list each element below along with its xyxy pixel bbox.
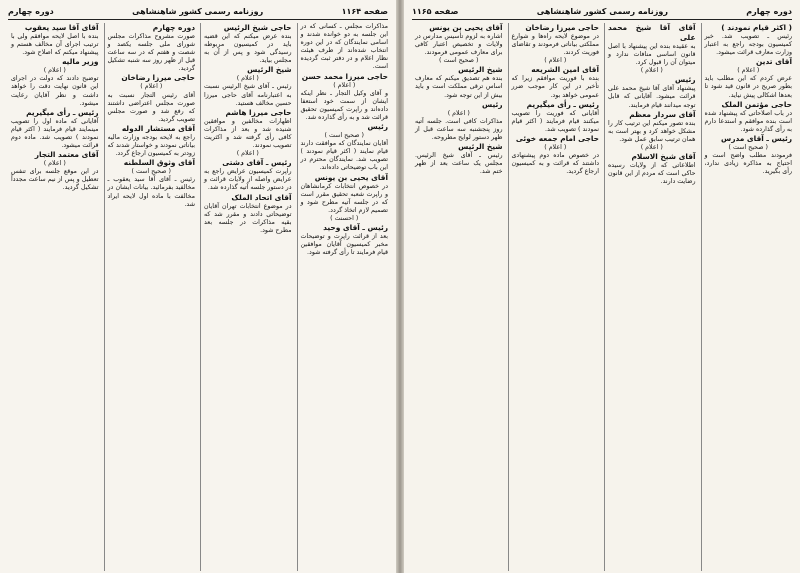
paragraph: توضیح دادند که دولت در اجرای این قانون نهایت دقت را خواهد داشت و نظر آقایان رعایت میشود. <box>11 75 99 107</box>
paragraph: اظهارات مخالفین و موافقین شنیده شد و بعد از مذاکرات کافی رأی گرفته شد و اکثریت تصویب نمودند. <box>204 117 292 150</box>
paragraph: عرض کردم که این مطلب باید بطور صریح در قانون قید شود تا بعدها اشکالی پیش نیاید. <box>704 75 792 99</box>
right-page-header <box>412 4 792 20</box>
interjection: ( اعلام ) <box>333 81 356 89</box>
paragraph: اطلاعاتی که از ولایات رسیده حاکی است که مردم از این قانون رضایت دارند. <box>608 162 696 186</box>
speaker-heading: وزیر مالیه <box>62 57 99 67</box>
speaker-heading: حاجی میرزا محمد حسن <box>301 71 388 81</box>
paragraph: آقایانی که ماده اول را تصویب مینمایند قیام فرمایند ( اکثر قیام نمودند ) تصویب شد. ماده دوم قرائت میشود. <box>11 117 99 150</box>
left-page-number: صفحه ۱۱۶۴ <box>341 6 388 16</box>
right-page-columns <box>412 23 792 571</box>
paragraph: آقای رئیس التجار نسبت به صورت مجلس اعتراضی داشتند که رفع شد و صورت مجلس تصویب گردید. <box>107 91 195 123</box>
paragraph: مذاکرات مجلس ـ کسانی که در این جلسه به دو خوانده شدند و اسامی نمایندگان که در این دوره انتخاب شده‌اند از طرف هیئت نظار اعلام و در دفتر ثبت گردیده است. <box>300 23 388 71</box>
speaker-heading: حاجی مؤتمن الملک <box>721 99 792 109</box>
paragraph: رئیس ـ آقای شیخ الرئیس نسبت به اعتبارنامه آقای حاجی میرزا حسین مخالف هستید. <box>204 83 292 107</box>
interjection: ( صحیح است ) <box>728 143 768 151</box>
text-column <box>701 23 793 571</box>
paragraph: در این موقع جلسه برای تنفس تعطیل و پس از نیم ساعت مجدداً تشکیل گردید. <box>11 168 99 192</box>
speaker-heading: دوره چهارم <box>152 23 195 32</box>
paragraph: در خصوص انتخابات کرمانشاهان و راپرت شعبه تحقیق مقرر است که در جلسه آتیه مطرح شود و تصمیم لازم اتخاذ گردد. <box>300 182 388 214</box>
speaker-heading: آقای یحیی بن یونس <box>314 172 388 182</box>
interjection: ( اعلام ) <box>43 67 66 75</box>
paragraph: رئیس ـ آقای آقا سید یعقوب ـ مخالفید بفرمائید. بیانات ایشان در مخالفت با ماده اول لایحه ایراد شد. <box>107 176 195 208</box>
paragraph: فرمودند مطلب واضح است و احتیاج به مذاکره زیادی ندارد، رأی بگیرید. <box>704 152 792 176</box>
speaker-heading: آقای شیخ الاسلام <box>631 152 696 162</box>
paragraph: آقایانی که فوریت را تصویب میکنند قیام فرمایند ( اکثر قیام نمودند ) تصویب شد. <box>511 109 599 133</box>
speaker-heading: رئیس ـ رأی میگیریم <box>26 107 99 117</box>
speaker-heading: رئیس ـ آقای وحید <box>323 222 388 232</box>
interjection: ( صحیح است ) <box>438 57 479 65</box>
speaker-heading: آقای امین الشریعه <box>531 65 599 75</box>
interjection: ( اعلام ) <box>544 57 567 65</box>
paragraph: بنده هم تصدیق میکنم که معارف اساس ترقی مملکت است و باید بیش از این توجه شود. <box>415 75 503 99</box>
paragraph: در خصوص ماده دوم پیشنهادی داشتند که قرائت و به کمیسیون ارجاع گردید. <box>511 152 599 176</box>
left-session-label: دوره چهارم <box>8 6 54 16</box>
text-column <box>200 23 292 571</box>
right-page-number: صفحه ۱۱۶۵ <box>412 6 459 16</box>
paragraph: بنده تصور میکنم این ترتیب کار را مشکل خواهد کرد و بهتر است به همان ترتیب سابق عمل شود. <box>608 119 696 143</box>
paragraph: مذاکرات کافی است. جلسه آتیه روز پنجشنبه سه ساعت قبل از ظهر دستور لوایح مطروحه. <box>415 117 503 141</box>
speaker-heading: آقای تدین <box>756 57 792 67</box>
speaker-heading: شیخ الرئیس <box>458 142 503 152</box>
speaker-heading: رئیس <box>675 75 696 85</box>
paragraph: به عقیده بنده این پیشنهاد با اصل قانون اساسی منافات ندارد و میتوان آن را قبول کرد. <box>608 43 696 67</box>
left-journal-title: روزنامه رسمی کشور شاهنشاهی <box>132 6 264 16</box>
speaker-heading: حاجی امام جمعه خوئی <box>515 133 599 143</box>
speaker-heading: حاجی میرزا رضاخان <box>525 23 599 32</box>
paragraph: صورت مشروح مذاکرات مجلس شورای ملی جلسه یکصد و شصت و هفتم که در سه ساعت قبل از ظهر روز سه شنبه تشکیل گردید. <box>107 33 195 73</box>
text-column <box>412 23 503 571</box>
speaker-heading: رئیس <box>482 99 503 109</box>
paragraph: راپرت کمیسیون عرایض راجع به عرایض واصله از ولایات قرائت و در دستور جلسه آتیه گذارده شد. <box>204 168 292 192</box>
interjection: ( صحیح است ) <box>131 168 171 176</box>
speaker-heading: حاجی میرزا هاشم <box>225 107 292 117</box>
speaker-heading: آقای معتمد التجار <box>34 150 99 160</box>
paragraph: در باب اصلاحاتی که پیشنهاد شده است بنده موافقم و استدعا دارم به رأی گذارده شود. <box>704 109 792 133</box>
paragraph: رئیس ـ آقای شیخ الرئیس. مجلس یک ساعت بعد از ظهر ختم شد. <box>415 152 503 176</box>
speaker-heading: رئیس <box>367 122 388 132</box>
paragraph: آقایان نمایندگان که موافقت دارند قیام نمایند ( اکثر قیام نمودند ) تصویب شد. نمایندگان محترم در این باب توضیحاتی داده‌اند. <box>300 140 388 172</box>
speaker-heading: رئیس ـ آقای دشتی <box>222 158 292 168</box>
left-page-columns <box>8 23 388 571</box>
paragraph: پیشنهاد آقای آقا شیخ محمد علی قرائت میشود. آقایانی که قابل توجه میدانند قیام فرمایند. <box>608 85 696 109</box>
speaker-heading: حاجی میرزا رضاخان <box>121 73 195 83</box>
interjection: ( اعلام ) <box>140 83 163 91</box>
interjection: ( اعلام ) <box>447 109 470 117</box>
speaker-heading: آقای وثوق السلطنه <box>123 158 195 168</box>
paragraph: رئیس ـ تصویب شد. خبر کمیسیون بودجه راجع به اعتبار وزارت معارف قرائت میشود. <box>704 33 792 57</box>
paragraph: و آقای وکیل التجار ـ نظر اینکه ایشان از سمت خود استعفا داده‌اند و راپرت کمیسیون تحقیق قرائت شد و به رأی گذارده شد. <box>300 89 388 121</box>
paragraph: بنده با فوریت موافقم زیرا که تأخیر در این کار موجب ضرر عمومی خواهد بود. <box>511 75 599 99</box>
text-column <box>508 23 600 571</box>
paragraph: راجع به لایحه بودجه وزارت مالیه بیاناتی نمودند و خواستار شدند که زودتر به کمیسیون ارجاع گردد. <box>107 133 195 158</box>
interjection: ( اعلام ) <box>640 67 663 75</box>
interjection: ( اعلام ) <box>544 143 567 151</box>
speaker-heading: شیخ الرئیس <box>247 65 292 75</box>
paragraph: اشاره به لزوم تأسیس مدارس در ولایات و تخصیص اعتبار کافی برای معارف عمومی فرمودند. <box>415 33 503 57</box>
text-column <box>297 23 389 571</box>
left-page <box>0 0 396 573</box>
speaker-heading: شیخ الرئیس <box>458 65 503 75</box>
interjection: ( صحیح است ) <box>324 132 364 140</box>
speaker-heading: آقای سردار معظم <box>629 109 696 119</box>
speaker-heading: آقای اتحاد الملک <box>231 192 292 202</box>
speaker-heading: آقای آقا شیخ محمد علی <box>608 23 696 42</box>
interjection: ( اعلام ) <box>43 160 66 168</box>
right-session-label: دوره چهارم <box>746 6 792 16</box>
speaker-heading: حاجی شیخ الرئیس <box>223 23 292 32</box>
interjection: ( احسنت ) <box>330 214 359 222</box>
interjection: ( اعلام ) <box>640 143 663 151</box>
right-journal-title: روزنامه رسمی کشور شاهنشاهی <box>536 6 668 16</box>
paragraph: بعد از قرائت راپرت و توضیحات مخبر کمیسیون آقایان موافقین قیام فرمایند تا رأی گرفته شود. <box>300 232 388 257</box>
speaker-heading: رئیس ـ آقای مدرس <box>721 133 792 143</box>
speaker-heading: آقای یحیی بن یونس <box>429 23 503 32</box>
text-column <box>8 23 99 571</box>
speaker-heading: رئیس ـ رأی میگیریم <box>526 99 599 109</box>
interjection: ( اعلام ) <box>737 67 760 75</box>
paragraph: بنده عرض میکنم که این قضیه باید در کمیسیون مربوطه رسیدگی شود و پس از آن به مجلس بیاید. <box>204 33 292 65</box>
interjection: ( اعلام ) <box>236 75 259 83</box>
left-page-header <box>8 4 388 20</box>
text-column <box>104 23 196 571</box>
paragraph: در موضوع لایحه راه‌ها و شوارع مملکتی بیاناتی فرمودند و تقاضای فوریت کردند. <box>511 33 599 57</box>
speaker-heading: آقای آقا سید یعقوب <box>24 23 99 32</box>
speaker-heading: ( اکثر قیام نمودند ) <box>721 23 792 32</box>
right-page <box>404 0 800 573</box>
text-column <box>604 23 696 571</box>
speaker-heading: آقای مستشار الدوله <box>121 123 195 133</box>
binding-gutter <box>396 0 404 573</box>
paragraph: بنده با اصل لایحه موافقم ولی با ترتیب اجرای آن مخالف هستم و پیشنهاد میکنم که اصلاح شود. <box>11 33 99 57</box>
paragraph: در موضوع انتخابات تهران آقایان توضیحاتی دادند و مقرر شد که بقیه مذاکرات در جلسه بعد مطرح شود. <box>204 202 292 234</box>
interjection: ( اعلام ) <box>236 150 259 158</box>
